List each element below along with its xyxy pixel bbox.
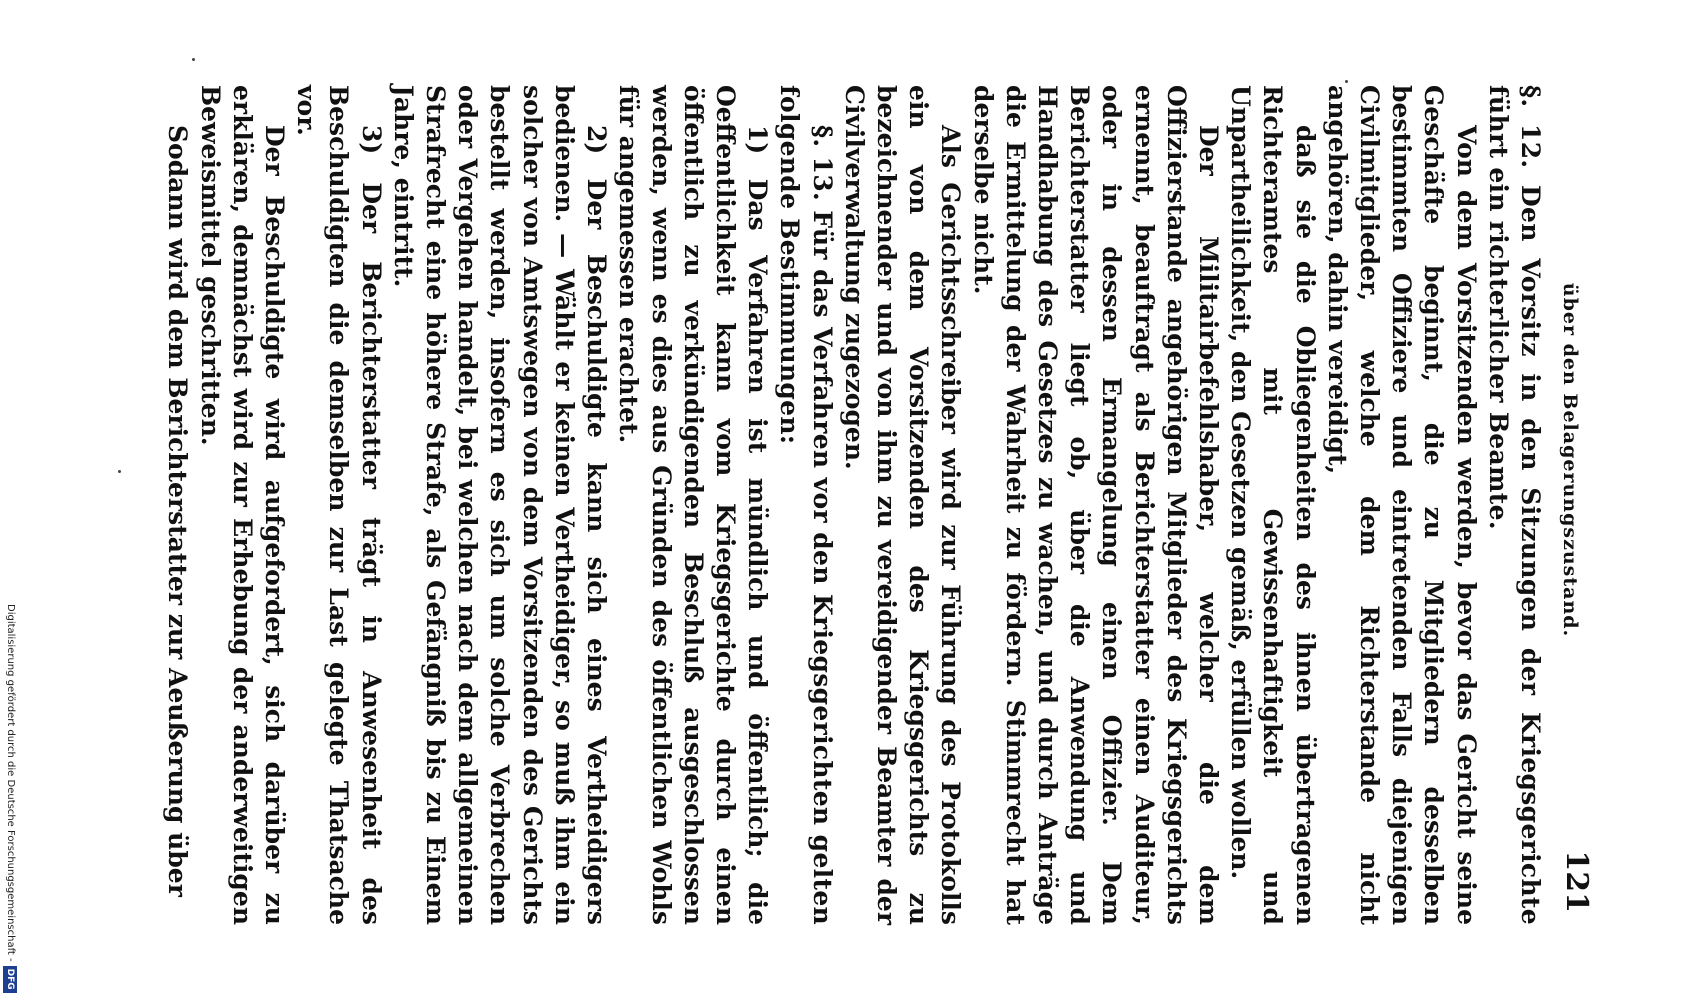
scan-speck <box>118 470 121 473</box>
paragraph-item-3: 3) Der Berichterstatter trägt in Anwesenheit des Beschuldigten die demselben zur Last gelegte Thatsache vor. <box>292 85 386 925</box>
running-head <box>1546 85 1592 925</box>
section-12-heading: §. 12. Den Vorsitz in den Sitzungen der Kriegsgerichte führt ein richterlicher Beamte. <box>1483 85 1545 925</box>
scan-speck <box>1345 80 1348 83</box>
book-page <box>163 85 1594 1005</box>
paragraph-item-1: 1) Das Verfahren ist mündlich und öffentlich; die Oeffentlichkeit kann vom Kriegsgerichte durch einen öffentlich zu verkündigenden Beschluß ausgeschlossen werden, wenn es dies aus Gründen des öffentlichen Wohls für angemessen erachtet. <box>614 85 773 925</box>
paragraph-accused-statement: Der Beschuldigte wird aufgefordert, sich darüber zu erklären, demnächst wird zur Erhebung der anderweitigen Beweismittel geschritten. <box>195 85 290 925</box>
body-text <box>161 85 1546 925</box>
paragraph-clerk: Als Gerichtsschreiber wird zur Führung des Protokolls ein von dem Vorsitzenden des Kriegsgerichts zu bezeichnender und von ihm zu vereidigender Beamter der Civilverwaltung zugezogen. <box>839 85 966 925</box>
running-title: über den Belagerungszustand. <box>1559 282 1581 638</box>
rotated-text-block <box>163 85 1594 925</box>
digitization-credit-rotated <box>2 604 18 996</box>
paragraph-rapporteur: Der Militairbefehlshaber, welcher die dem Offizierstande angehörigen Mitglieder des Kriegsgerichts ernennt, beauftragt als Berichterstatter einen Auditeur, oder in dessen Ermangelung einen Offizier. Dem Berichterstatter liegt ob, über die Anwendung und Handhabung des Gesetzes zu wachen, und durch Anträge die Ermittelung der Wahrheit zu fördern. Stimmrecht hat derselbe nicht. <box>968 85 1223 925</box>
paragraph-continuation: Sodann wird dem Berichterstatter zur Aeußerung über <box>163 125 193 897</box>
page-number: 121 <box>1559 850 1594 913</box>
digitization-credit <box>2 604 18 996</box>
paragraph-oath-formula: daß sie die Obliegenheiten des ihnen übertragenen Richteramtes mit Gewissenhaftigkeit und Unpartheilichkeit, den Gesetzen gemäß, erfüllen wollen. <box>1226 85 1320 925</box>
dfg-logo: DFG <box>3 966 17 993</box>
credit-text: Digitalisierung gefördert durch die Deutsche Forschungsgemeinschaft - <box>5 604 16 962</box>
paragraph-item-2: 2) Der Beschuldigte kann sich eines Vertheidigers bedienen. — Wählt er keinen Vertheidiger, so muß ihm ein solcher von Amtswegen von dem Vorsitzenden des Gerichts bestellt werden, insofern es sich um solche Verbrechen oder Vergehen handelt, bei welchen nach dem allgemeinen Strafrecht eine höhere Strafe, als Gefängniß bis zu Einem Jahre, eintritt. <box>388 85 612 925</box>
scan-speck <box>192 58 195 61</box>
paragraph-oath-intro: Von dem Vorsitzenden werden, bevor das Gericht seine Geschäfte beginnt, die zu Mitgliedern desselben bestimmten Offiziere und eintretenden Falls diejenigen Civilmitglieder, welche dem Richterstande nicht angehören, dahin vereidigt, <box>1322 85 1481 925</box>
section-13-heading: §. 13. Für das Verfahren vor den Kriegsgerichten gelten folgende Bestimmungen: <box>775 85 837 925</box>
